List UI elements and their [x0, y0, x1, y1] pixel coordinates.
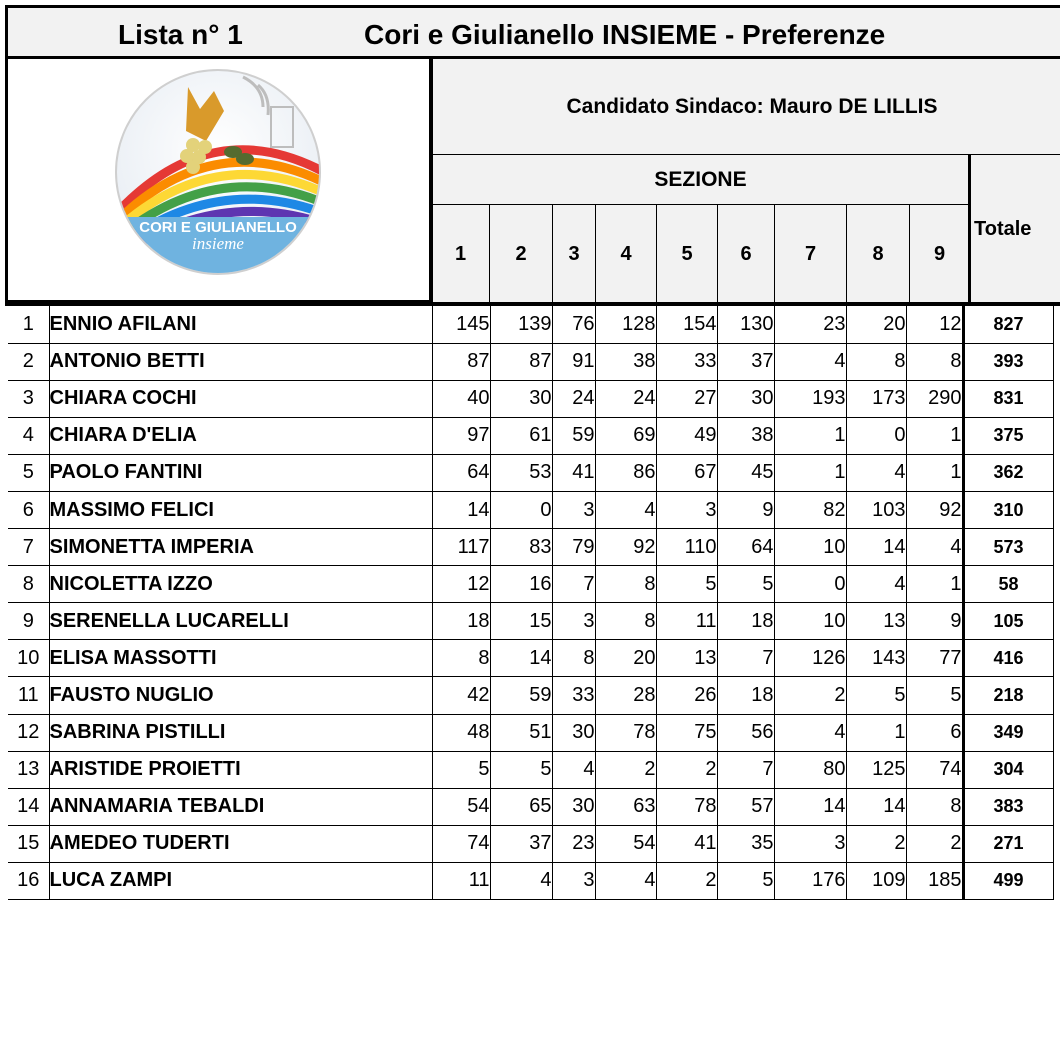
section-votes: 87 — [490, 343, 552, 380]
section-votes: 173 — [846, 380, 906, 417]
section-votes: 41 — [656, 825, 717, 862]
table-row — [8, 677, 1053, 714]
section-votes: 23 — [552, 825, 595, 862]
section-votes: 38 — [595, 343, 656, 380]
section-votes: 3 — [774, 825, 846, 862]
section-votes: 0 — [846, 417, 906, 454]
section-votes: 5 — [717, 862, 774, 899]
section-votes: 103 — [846, 491, 906, 528]
section-votes: 4 — [846, 566, 906, 603]
section-votes: 5 — [717, 566, 774, 603]
candidate-number: 14 — [8, 788, 49, 825]
section-votes: 74 — [906, 751, 963, 788]
section-votes: 2 — [846, 825, 906, 862]
candidate-name: SABRINA PISTILLI — [49, 714, 432, 751]
table-row — [8, 343, 1053, 380]
candidate-number: 3 — [8, 380, 49, 417]
candidate-number: 13 — [8, 751, 49, 788]
candidate-number: 1 — [8, 306, 49, 343]
section-votes: 42 — [432, 677, 490, 714]
section-votes: 18 — [432, 603, 490, 640]
section-votes: 18 — [717, 677, 774, 714]
section-col-header: 4 — [596, 205, 657, 303]
section-votes: 87 — [432, 343, 490, 380]
candidate-number: 7 — [8, 529, 49, 566]
section-votes: 126 — [774, 640, 846, 677]
candidate-total: 105 — [963, 603, 1053, 640]
candidate-total: 831 — [963, 380, 1053, 417]
candidate-total: 416 — [963, 640, 1053, 677]
section-votes: 8 — [432, 640, 490, 677]
section-votes: 38 — [717, 417, 774, 454]
section-votes: 28 — [595, 677, 656, 714]
section-votes: 74 — [432, 825, 490, 862]
table-row — [8, 380, 1053, 417]
section-votes: 10 — [774, 603, 846, 640]
candidate-name: LUCA ZAMPI — [49, 862, 432, 899]
section-votes: 5 — [490, 751, 552, 788]
section-votes: 12 — [906, 306, 963, 343]
logo-cell — [5, 59, 432, 303]
section-votes: 154 — [656, 306, 717, 343]
section-votes: 4 — [774, 343, 846, 380]
section-votes: 290 — [906, 380, 963, 417]
candidate-number: 2 — [8, 343, 49, 380]
candidate-total: 827 — [963, 306, 1053, 343]
candidate-name: ELISA MASSOTTI — [49, 640, 432, 677]
section-votes: 14 — [432, 491, 490, 528]
section-votes: 3 — [552, 491, 595, 528]
section-votes: 82 — [774, 491, 846, 528]
candidate-total: 304 — [963, 751, 1053, 788]
candidate-number: 9 — [8, 603, 49, 640]
section-votes: 117 — [432, 529, 490, 566]
section-votes: 18 — [717, 603, 774, 640]
section-votes: 64 — [717, 529, 774, 566]
table-row — [8, 640, 1053, 677]
section-votes: 139 — [490, 306, 552, 343]
total-divider — [968, 155, 971, 303]
candidate-total: 218 — [963, 677, 1053, 714]
section-votes: 128 — [595, 306, 656, 343]
section-votes: 41 — [552, 454, 595, 491]
candidate-total: 383 — [963, 788, 1053, 825]
section-votes: 7 — [552, 566, 595, 603]
candidate-number: 12 — [8, 714, 49, 751]
section-votes: 48 — [432, 714, 490, 751]
candidate-number: 15 — [8, 825, 49, 862]
section-col-header: 2 — [490, 205, 553, 303]
section-votes: 33 — [656, 343, 717, 380]
candidate-total: 349 — [963, 714, 1053, 751]
table-row — [8, 454, 1053, 491]
candidate-name: NICOLETTA IZZO — [49, 566, 432, 603]
section-votes: 1 — [906, 566, 963, 603]
section-votes: 7 — [717, 751, 774, 788]
candidate-number: 8 — [8, 566, 49, 603]
section-votes: 3 — [552, 603, 595, 640]
section-votes: 30 — [490, 380, 552, 417]
section-votes: 27 — [656, 380, 717, 417]
section-votes: 35 — [717, 825, 774, 862]
candidate-number: 5 — [8, 454, 49, 491]
section-votes: 69 — [595, 417, 656, 454]
section-votes: 1 — [774, 417, 846, 454]
section-votes: 49 — [656, 417, 717, 454]
table-row — [8, 825, 1053, 862]
section-votes: 5 — [432, 751, 490, 788]
left-border — [5, 59, 8, 303]
section-votes: 53 — [490, 454, 552, 491]
section-votes: 2 — [656, 862, 717, 899]
section-votes: 30 — [552, 788, 595, 825]
section-votes: 57 — [717, 788, 774, 825]
section-votes: 14 — [774, 788, 846, 825]
section-votes: 11 — [432, 862, 490, 899]
section-votes: 1 — [906, 417, 963, 454]
candidate-total: 499 — [963, 862, 1053, 899]
candidate-name: MASSIMO FELICI — [49, 491, 432, 528]
table-row — [8, 491, 1053, 528]
section-votes: 79 — [552, 529, 595, 566]
section-votes: 91 — [552, 343, 595, 380]
section-votes: 26 — [656, 677, 717, 714]
candidate-number: 4 — [8, 417, 49, 454]
section-votes: 30 — [717, 380, 774, 417]
table-row — [8, 566, 1053, 603]
section-col-header: 1 — [432, 205, 490, 303]
section-votes: 9 — [717, 491, 774, 528]
candidate-name: ANTONIO BETTI — [49, 343, 432, 380]
table-row — [8, 751, 1053, 788]
section-votes: 0 — [490, 491, 552, 528]
candidate-total: 58 — [963, 566, 1053, 603]
title-bar — [5, 5, 1060, 59]
table-row — [8, 603, 1053, 640]
section-votes: 51 — [490, 714, 552, 751]
table-row — [8, 306, 1053, 343]
section-votes: 8 — [846, 343, 906, 380]
section-votes: 143 — [846, 640, 906, 677]
table-row — [8, 714, 1053, 751]
section-votes: 193 — [774, 380, 846, 417]
section-votes: 1 — [906, 454, 963, 491]
table-row — [8, 417, 1053, 454]
section-votes: 5 — [656, 566, 717, 603]
section-votes: 13 — [846, 603, 906, 640]
section-votes: 110 — [656, 529, 717, 566]
logo-text: CORI E GIULIANELLO — [139, 219, 297, 236]
section-col-header: 8 — [847, 205, 910, 303]
section-votes: 23 — [774, 306, 846, 343]
section-votes: 37 — [490, 825, 552, 862]
section-votes: 78 — [656, 788, 717, 825]
section-votes: 30 — [552, 714, 595, 751]
section-votes: 37 — [717, 343, 774, 380]
section-votes: 4 — [906, 529, 963, 566]
section-votes: 9 — [906, 603, 963, 640]
section-votes: 2 — [774, 677, 846, 714]
section-votes: 8 — [552, 640, 595, 677]
candidate-number: 11 — [8, 677, 49, 714]
section-votes: 59 — [552, 417, 595, 454]
section-votes: 24 — [595, 380, 656, 417]
section-col-header: 3 — [553, 205, 596, 303]
section-votes: 16 — [490, 566, 552, 603]
logo-divider — [430, 59, 433, 303]
logo-subtext: insieme — [192, 234, 244, 253]
candidate-name: ENNIO AFILANI — [49, 306, 432, 343]
section-votes: 20 — [846, 306, 906, 343]
section-votes: 0 — [774, 566, 846, 603]
section-votes: 15 — [490, 603, 552, 640]
section-votes: 63 — [595, 788, 656, 825]
table-row — [8, 529, 1053, 566]
section-votes: 1 — [846, 714, 906, 751]
section-header: SEZIONE — [432, 155, 970, 205]
section-votes: 61 — [490, 417, 552, 454]
section-votes: 125 — [846, 751, 906, 788]
candidate-total: 310 — [963, 491, 1053, 528]
candidate-total: 393 — [963, 343, 1053, 380]
candidate-total: 573 — [963, 529, 1053, 566]
section-votes: 40 — [432, 380, 490, 417]
section-votes: 4 — [490, 862, 552, 899]
candidate-name: CHIARA D'ELIA — [49, 417, 432, 454]
section-votes: 80 — [774, 751, 846, 788]
table-row — [8, 862, 1053, 899]
section-col-header: 9 — [910, 205, 970, 303]
section-votes: 176 — [774, 862, 846, 899]
section-votes: 86 — [595, 454, 656, 491]
section-col-header: 5 — [657, 205, 718, 303]
candidate-total: 362 — [963, 454, 1053, 491]
section-votes: 83 — [490, 529, 552, 566]
candidate-total: 375 — [963, 417, 1053, 454]
section-votes: 97 — [432, 417, 490, 454]
candidate-name: PAOLO FANTINI — [49, 454, 432, 491]
list-title: Cori e Giulianello INSIEME - Preferenze — [364, 19, 886, 50]
candidates-table — [8, 306, 1054, 900]
candidate-number: 16 — [8, 862, 49, 899]
list-number: Lista n° 1 — [118, 19, 243, 50]
section-votes: 65 — [490, 788, 552, 825]
section-votes: 64 — [432, 454, 490, 491]
section-votes: 67 — [656, 454, 717, 491]
section-votes: 76 — [552, 306, 595, 343]
section-votes: 2 — [595, 751, 656, 788]
section-votes: 8 — [595, 566, 656, 603]
section-votes: 14 — [846, 788, 906, 825]
candidate-name: ARISTIDE PROIETTI — [49, 751, 432, 788]
section-votes: 4 — [595, 862, 656, 899]
section-votes: 145 — [432, 306, 490, 343]
section-votes: 1 — [774, 454, 846, 491]
candidate-name: AMEDEO TUDERTI — [49, 825, 432, 862]
section-votes: 11 — [656, 603, 717, 640]
candidate-name: SERENELLA LUCARELLI — [49, 603, 432, 640]
candidate-number: 6 — [8, 491, 49, 528]
section-votes: 77 — [906, 640, 963, 677]
section-votes: 92 — [595, 529, 656, 566]
section-votes: 45 — [717, 454, 774, 491]
section-votes: 185 — [906, 862, 963, 899]
section-votes: 33 — [552, 677, 595, 714]
section-votes: 13 — [656, 640, 717, 677]
section-votes: 54 — [595, 825, 656, 862]
candidate-name: CHIARA COCHI — [49, 380, 432, 417]
section-votes: 4 — [774, 714, 846, 751]
section-votes: 20 — [595, 640, 656, 677]
section-votes: 54 — [432, 788, 490, 825]
section-votes: 109 — [846, 862, 906, 899]
section-votes: 75 — [656, 714, 717, 751]
section-votes: 4 — [595, 491, 656, 528]
section-col-header: 7 — [775, 205, 847, 303]
section-votes: 5 — [846, 677, 906, 714]
section-votes: 8 — [906, 343, 963, 380]
section-votes: 92 — [906, 491, 963, 528]
candidate-total: 271 — [963, 825, 1053, 862]
table-row — [8, 788, 1053, 825]
section-votes: 59 — [490, 677, 552, 714]
section-votes: 4 — [846, 454, 906, 491]
section-votes: 4 — [552, 751, 595, 788]
candidate-name: SIMONETTA IMPERIA — [49, 529, 432, 566]
section-votes: 2 — [656, 751, 717, 788]
mayor-candidate-header: Candidato Sindaco: Mauro DE LILLIS — [432, 59, 1060, 155]
section-votes: 14 — [490, 640, 552, 677]
candidate-name: ANNAMARIA TEBALDI — [49, 788, 432, 825]
total-header: Totale — [970, 155, 1060, 303]
section-votes: 8 — [595, 603, 656, 640]
candidate-name: FAUSTO NUGLIO — [49, 677, 432, 714]
section-votes: 7 — [717, 640, 774, 677]
section-votes: 3 — [552, 862, 595, 899]
section-votes: 78 — [595, 714, 656, 751]
section-votes: 2 — [906, 825, 963, 862]
candidate-number: 10 — [8, 640, 49, 677]
party-logo — [93, 67, 343, 277]
section-votes: 10 — [774, 529, 846, 566]
section-votes: 5 — [906, 677, 963, 714]
section-votes: 56 — [717, 714, 774, 751]
section-votes: 12 — [432, 566, 490, 603]
section-votes: 3 — [656, 491, 717, 528]
section-votes: 8 — [906, 788, 963, 825]
section-col-header: 6 — [718, 205, 775, 303]
section-votes: 14 — [846, 529, 906, 566]
section-votes: 6 — [906, 714, 963, 751]
section-votes: 130 — [717, 306, 774, 343]
section-votes: 24 — [552, 380, 595, 417]
